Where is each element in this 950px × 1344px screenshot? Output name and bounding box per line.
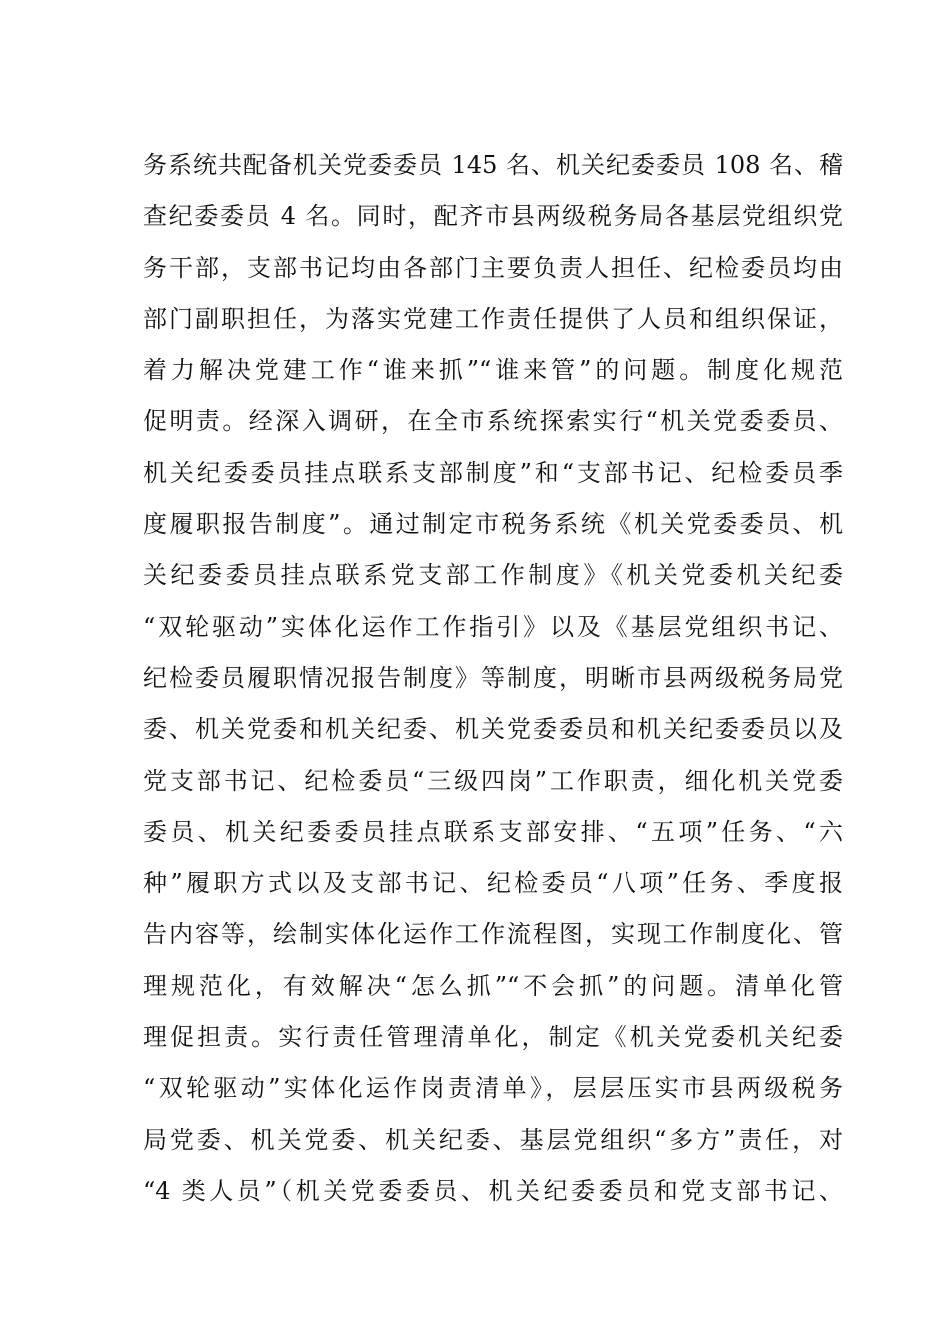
text-line-4: 部门副职担任，为落实党建工作责任提供了人员和组织保证， <box>143 304 843 333</box>
text-line-5: 着力解决党建工作“谁来抓”“谁来管”的问题。制度化规范 <box>143 356 843 385</box>
text-line-10: “双轮驱动”实体化运作工作指引》以及《基层党组织书记、 <box>143 612 843 641</box>
text-line-18: 理促担责。实行责任管理清单化，制定《机关党委机关纪委 <box>143 1023 843 1052</box>
body-text <box>143 140 843 1217</box>
text-line-9: 关纪委委员挂点联系党支部工作制度》《机关党委机关纪委 <box>143 561 843 590</box>
text-line-8: 度履职报告制度”。通过制定市税务系统《机关党委委员、机 <box>143 510 843 539</box>
text-line-21: “4 类人员”（机关党委委员、机关纪委委员和党支部书记、 <box>143 1176 843 1205</box>
text-line-14: 委员、机关纪委委员挂点联系支部安排、“五项”任务、“六 <box>143 817 843 846</box>
text-line-13: 党支部书记、纪检委员“三级四岗”工作职责，细化机关党委 <box>143 766 843 795</box>
text-line-19: “双轮驱动”实体化运作岗责清单》，层层压实市县两级税务 <box>143 1074 843 1103</box>
text-line-6: 促明责。经深入调研，在全市系统探索实行“机关党委委员、 <box>143 407 843 436</box>
text-line-12: 委、机关党委和机关纪委、机关党委委员和机关纪委委员以及 <box>143 715 843 744</box>
text-line-3: 务干部，支部书记均由各部门主要负责人担任、纪检委员均由 <box>143 253 843 282</box>
text-line-1: 务系统共配备机关党委委员 145 名、机关纪委委员 108 名、稽 <box>143 151 843 179</box>
text-line-20: 局党委、机关党委、机关纪委、基层党组织“多方”责任，对 <box>143 1125 843 1154</box>
text-line-11: 纪检委员履职情况报告制度》等制度，明晰市县两级税务局党 <box>143 663 843 692</box>
text-line-2: 查纪委委员 4 名。同时，配齐市县两级税务局各基层党组织党 <box>143 202 843 231</box>
text-line-7: 机关纪委委员挂点联系支部制度”和“支部书记、纪检委员季 <box>143 458 843 487</box>
text-line-15: 种”履职方式以及支部书记、纪检委员“八项”任务、季度报 <box>143 869 843 898</box>
text-line-17: 理规范化，有效解决“怎么抓”“不会抓”的问题。清单化管 <box>143 971 843 1000</box>
text-line-16: 告内容等，绘制实体化运作工作流程图，实现工作制度化、管 <box>143 920 843 949</box>
